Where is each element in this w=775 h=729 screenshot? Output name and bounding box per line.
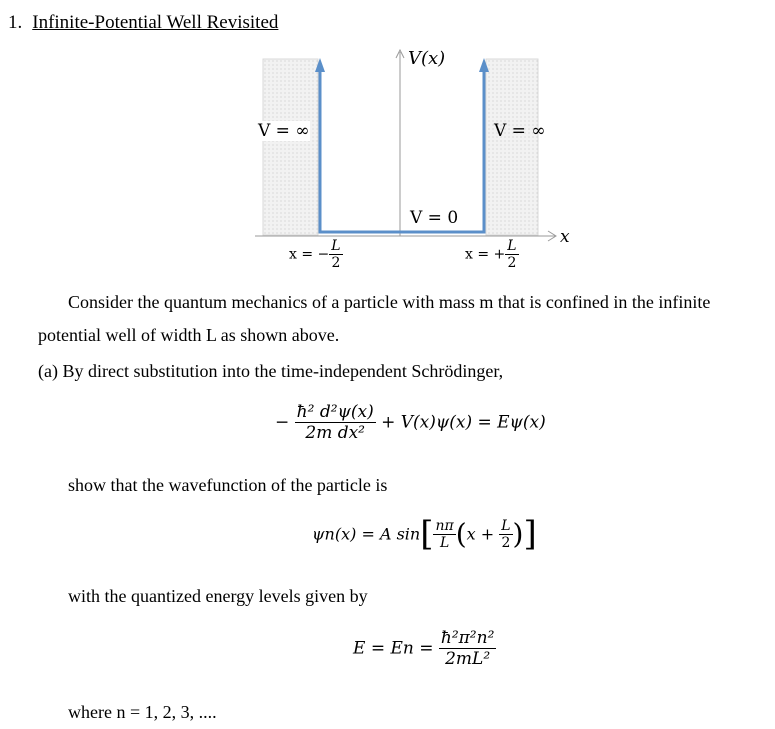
intro-line-1: Consider the quantum mechanics of a particle with mass m that is confined in the infinite bbox=[68, 292, 711, 312]
left-edge-label: x = − $\frac{L}{2}$ bbox=[289, 238, 341, 271]
well-outline bbox=[315, 58, 489, 232]
right-edge-label: x = + $\frac{L}{2}$ bbox=[465, 238, 517, 271]
show-that-text: show that the wavefunction of the particle is bbox=[68, 475, 388, 495]
wavefunction-equation: ψn(x) = A sin[ $\frac{n\pi}{L}$ (x + $\frac{L}{2}$ )] bbox=[312, 514, 537, 554]
part-a-text: (a) By direct substitution into the time-independent Schrödinger, bbox=[38, 361, 504, 381]
inside-label: V = 0 bbox=[410, 208, 459, 228]
problem-number: 1. bbox=[8, 12, 23, 33]
right-wall-region bbox=[486, 59, 538, 235]
left-wall-region bbox=[263, 59, 318, 235]
y-axis-label: V(x) bbox=[408, 48, 446, 69]
energy-equation: E = En = $\frac{\text{ħ²π²n²}}{\text{2mL²}}$ bbox=[353, 628, 495, 669]
schrodinger-equation: − $\frac{\text{ħ² d²ψ(x)}}{\text{2m dx²}}$ + V(x)ψ(x) = Eψ(x) bbox=[275, 402, 546, 443]
left-wall-label: V = ∞ bbox=[258, 121, 310, 141]
x-axis-label: x bbox=[560, 227, 570, 247]
intro-line-2: potential well of width L as shown above. bbox=[38, 325, 340, 345]
with-energy-text: with the quantized energy levels given by bbox=[68, 586, 368, 606]
right-wall-label: V = ∞ bbox=[494, 121, 546, 141]
problem-title: Infinite-Potential Well Revisited bbox=[32, 12, 279, 33]
where-n-text: where n = 1, 2, 3, .... bbox=[68, 702, 217, 722]
